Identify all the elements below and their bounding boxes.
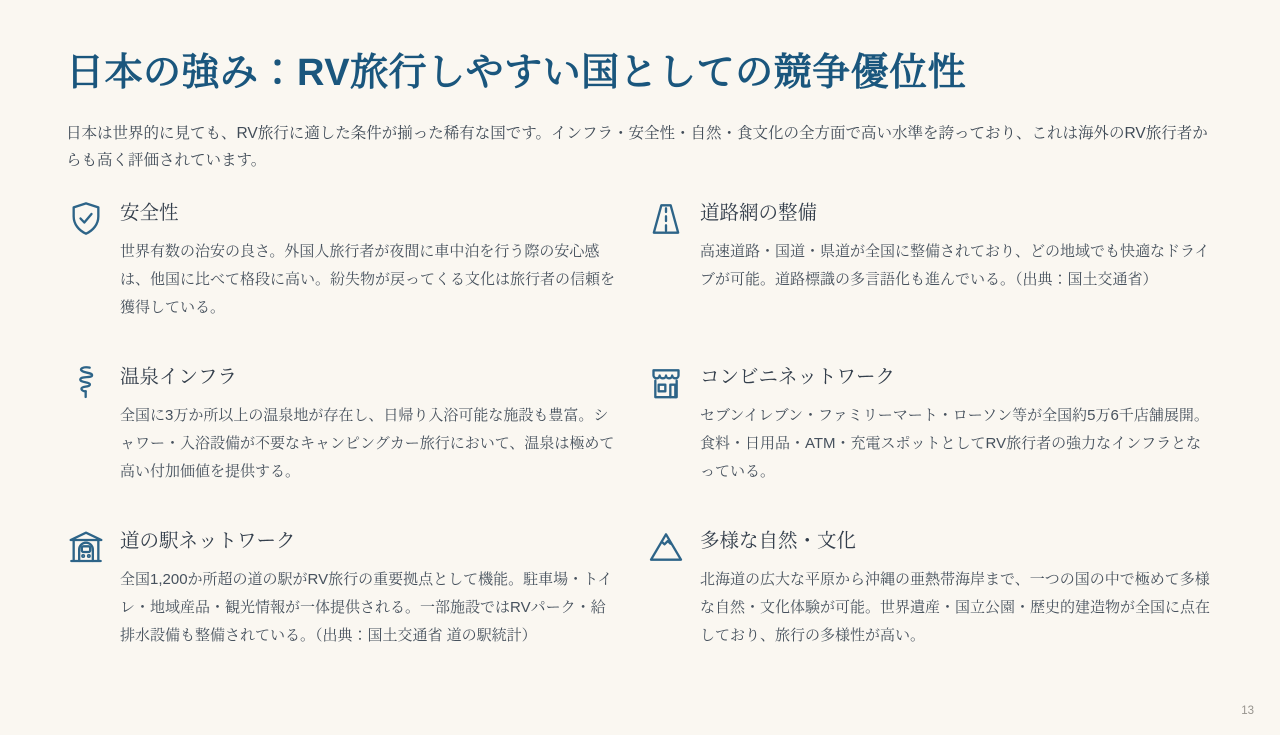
intro-paragraph: 日本は世界的に見ても、RV旅行に適した条件が揃った稀有な国です。インフラ・安全性・自然・食文化の全方面で高い水準を誇っており、これは海外のRV旅行者からも高く評価されています。: [66, 124, 1208, 169]
page-number: 13: [1241, 705, 1254, 717]
feature-title: 道路網の整備: [700, 201, 818, 224]
feature-roadside-station: [66, 526, 620, 650]
feature-title: 道の駅ネットワーク: [120, 530, 296, 553]
mountain-icon: [646, 526, 686, 568]
feature-text: [120, 198, 620, 322]
feature-body: 北海道の広大な平原から沖縄の亜熱帯海岸まで、一つの国の中で極めて多様な自然・文化体験が可能。世界遺産・国立公園・歴史的建造物が全国に点在しており、旅行の多様性が高い。: [700, 571, 1211, 645]
feature-convenience-store: [646, 362, 1212, 486]
feature-text: [120, 362, 620, 486]
feature-body: 世界有数の治安の良さ。外国人旅行者が夜間に車中泊を行う際の安心感は、他国に比べて格段に高い。紛失物が戻ってくる文化は旅行者の信頼を獲得している。: [120, 242, 616, 316]
feature-body: セブンイレブン・ファミリーマート・ローソン等が全国約5万6千店舗展開。食料・日用品・ATM・充電スポットとしてRV旅行者の強力なインフラとなっている。: [700, 407, 1209, 481]
feature-text: [120, 526, 620, 650]
feature-title: 安全性: [120, 201, 179, 224]
feature-body: 高速道路・国道・県道が全国に整備されており、どの地域でも快適なドライブが可能。道路標識の多言語化も進んでいる。（出典：国土交通省）: [700, 242, 1210, 288]
shield-check-icon: [66, 198, 106, 240]
road-icon: [646, 198, 686, 240]
feature-grid: [66, 198, 1214, 651]
hot-spring-icon: [66, 362, 106, 404]
feature-body: 全国1,200か所超の道の駅がRV旅行の重要拠点として機能。駐車場・トイレ・地域産品・観光情報が一体提供される。一部施設ではRVパーク・給排水設備も整備されている。（出典：国土交通省 道の駅統計）: [120, 571, 613, 645]
station-icon: [66, 526, 106, 568]
feature-road-network: [646, 198, 1212, 294]
feature-title: 多様な自然・文化: [700, 530, 857, 553]
feature-hot-spring: [66, 362, 620, 486]
feature-nature-culture: [646, 526, 1212, 650]
feature-title: コンビニネットワーク: [700, 365, 896, 388]
storefront-icon: [646, 362, 686, 404]
feature-text: [700, 526, 1212, 650]
feature-text: [700, 362, 1212, 486]
feature-body: 全国に3万か所以上の温泉地が存在し、日帰り入浴可能な施設も豊富。シャワー・入浴設備が不要なキャンピングカー旅行において、温泉は極めて高い付加価値を提供する。: [120, 407, 615, 481]
feature-text: [700, 198, 1212, 294]
page-title: 日本の強み：RV旅行しやすい国としての競争優位性: [66, 52, 967, 94]
feature-safety: [66, 198, 620, 322]
feature-title: 温泉インフラ: [120, 365, 238, 388]
